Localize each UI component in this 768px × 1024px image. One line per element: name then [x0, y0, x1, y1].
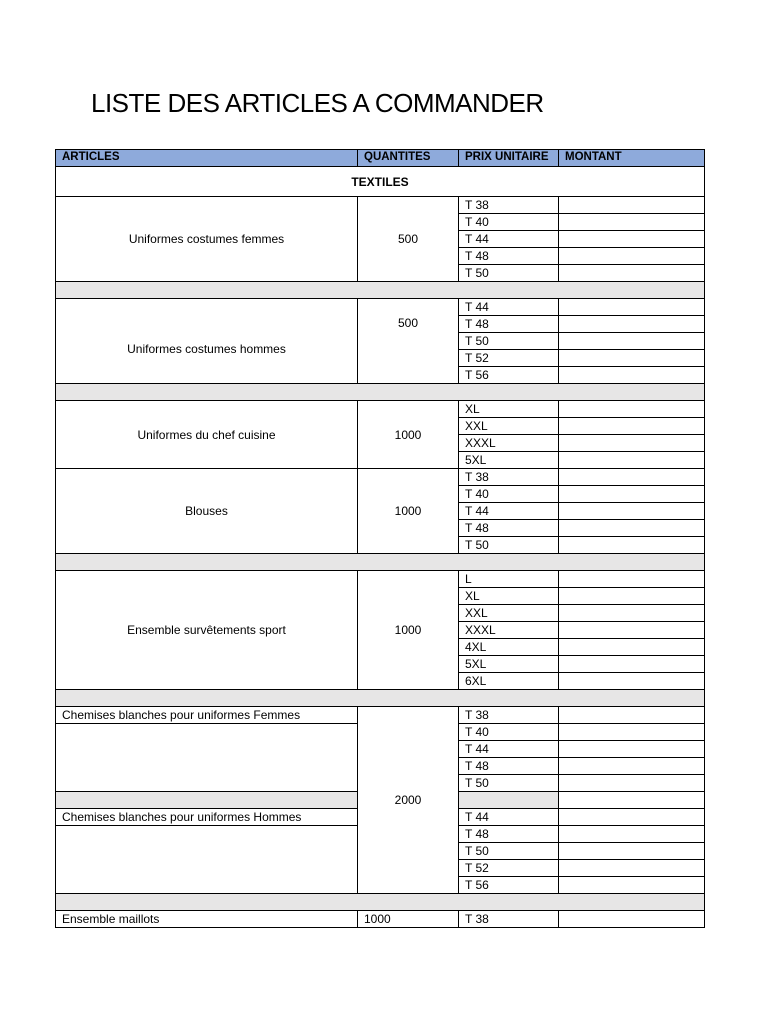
section-row: [56, 167, 705, 197]
montant-cell[interactable]: [559, 503, 705, 520]
montant-cell[interactable]: [559, 673, 705, 690]
separator-cell: [459, 792, 559, 809]
article-name: Uniformes costumes femmes: [56, 197, 358, 282]
table-row: [56, 911, 705, 928]
size-cell: 6XL: [459, 673, 559, 690]
size-cell: T 40: [459, 486, 559, 503]
size-cell: T 48: [459, 316, 559, 333]
montant-cell[interactable]: [559, 588, 705, 605]
montant-cell[interactable]: [559, 435, 705, 452]
separator-row: [56, 690, 705, 707]
montant-cell[interactable]: [559, 486, 705, 503]
montant-cell[interactable]: [559, 537, 705, 554]
size-cell: T 44: [459, 503, 559, 520]
montant-cell[interactable]: [559, 401, 705, 418]
separator-row: [56, 894, 705, 911]
table-row: [56, 197, 705, 214]
montant-cell[interactable]: [559, 639, 705, 656]
montant-cell[interactable]: [559, 197, 705, 214]
montant-cell[interactable]: [559, 809, 705, 826]
size-cell: T 52: [459, 350, 559, 367]
montant-cell[interactable]: [559, 469, 705, 486]
size-cell: T 48: [459, 826, 559, 843]
size-cell: T 44: [459, 299, 559, 316]
montant-cell[interactable]: [559, 248, 705, 265]
size-cell: T 44: [459, 741, 559, 758]
article-name: Uniformes costumes hommes: [56, 299, 358, 384]
montant-cell[interactable]: [559, 622, 705, 639]
size-cell: XL: [459, 401, 559, 418]
montant-cell[interactable]: [559, 707, 705, 724]
size-cell: T 40: [459, 214, 559, 231]
size-cell: T 44: [459, 809, 559, 826]
header-prix-unitaire: PRIX UNITAIRE: [459, 150, 559, 167]
montant-cell[interactable]: [559, 877, 705, 894]
size-cell: T 44: [459, 231, 559, 248]
size-cell: 5XL: [459, 656, 559, 673]
section-title: TEXTILES: [56, 167, 705, 197]
size-cell: XXL: [459, 418, 559, 435]
montant-cell[interactable]: [559, 741, 705, 758]
table-row: [56, 469, 705, 486]
montant-cell[interactable]: [559, 214, 705, 231]
montant-cell[interactable]: [559, 792, 705, 809]
size-cell: T 50: [459, 537, 559, 554]
article-quantity: 1000: [358, 401, 459, 469]
separator-cell: [56, 792, 358, 809]
separator-row: [56, 282, 705, 299]
table-row: [56, 299, 705, 316]
size-cell: T 50: [459, 265, 559, 282]
size-cell: T 38: [459, 469, 559, 486]
size-cell: XL: [459, 588, 559, 605]
separator-cell: [56, 554, 705, 571]
montant-cell[interactable]: [559, 265, 705, 282]
article-quantity: 500: [358, 197, 459, 282]
article-name: Ensemble maillots: [56, 911, 358, 928]
montant-cell[interactable]: [559, 367, 705, 384]
size-cell: T 48: [459, 758, 559, 775]
page-title: LISTE DES ARTICLES A COMMANDER: [91, 88, 544, 118]
article-name: Chemises blanches pour uniformes Hommes: [56, 809, 358, 826]
montant-cell[interactable]: [559, 231, 705, 248]
size-cell: XXXL: [459, 435, 559, 452]
table-row: [56, 707, 705, 724]
size-cell: T 40: [459, 724, 559, 741]
montant-cell[interactable]: [559, 333, 705, 350]
article-name: Blouses: [56, 469, 358, 554]
montant-cell[interactable]: [559, 350, 705, 367]
size-cell: T 50: [459, 843, 559, 860]
montant-cell[interactable]: [559, 860, 705, 877]
montant-cell[interactable]: [559, 316, 705, 333]
article-blank-cell: [56, 826, 358, 894]
separator-cell: [56, 894, 705, 911]
header-montant: MONTANT: [559, 150, 705, 167]
article-quantity: 2000: [358, 707, 459, 894]
size-cell: T 56: [459, 877, 559, 894]
size-cell: XXL: [459, 605, 559, 622]
montant-cell[interactable]: [559, 571, 705, 588]
montant-cell[interactable]: [559, 452, 705, 469]
montant-cell[interactable]: [559, 656, 705, 673]
article-quantity: 1000: [358, 911, 459, 928]
article-quantity: 1000: [358, 469, 459, 554]
table-row: [56, 401, 705, 418]
montant-cell[interactable]: [559, 724, 705, 741]
article-name: Uniformes du chef cuisine: [56, 401, 358, 469]
montant-cell[interactable]: [559, 826, 705, 843]
size-cell: T 38: [459, 911, 559, 928]
separator-row: [56, 384, 705, 401]
size-cell: T 38: [459, 707, 559, 724]
separator-cell: [56, 690, 705, 707]
montant-cell[interactable]: [559, 418, 705, 435]
montant-cell[interactable]: [559, 520, 705, 537]
separator-row: [56, 554, 705, 571]
order-table: [55, 149, 705, 928]
size-cell: T 56: [459, 367, 559, 384]
header-articles: ARTICLES: [56, 150, 358, 167]
montant-cell[interactable]: [559, 911, 705, 928]
size-cell: T 38: [459, 197, 559, 214]
size-cell: T 52: [459, 860, 559, 877]
size-cell: 5XL: [459, 452, 559, 469]
article-blank-cell: [56, 724, 358, 792]
size-cell: 4XL: [459, 639, 559, 656]
size-cell: T 48: [459, 520, 559, 537]
article-name: Chemises blanches pour uniformes Femmes: [56, 707, 358, 724]
size-cell: XXXL: [459, 622, 559, 639]
size-cell: T 50: [459, 775, 559, 792]
article-quantity: 1000: [358, 571, 459, 690]
header-quantites: QUANTITES: [358, 150, 459, 167]
article-quantity: 500: [358, 299, 459, 384]
table-header-row: [56, 150, 705, 167]
table-row: [56, 571, 705, 588]
separator-cell: [56, 282, 705, 299]
montant-cell[interactable]: [559, 299, 705, 316]
article-name: Ensemble survêtements sport: [56, 571, 358, 690]
montant-cell[interactable]: [559, 758, 705, 775]
montant-cell[interactable]: [559, 843, 705, 860]
size-cell: T 50: [459, 333, 559, 350]
separator-cell: [56, 384, 705, 401]
montant-cell[interactable]: [559, 605, 705, 622]
size-cell: T 48: [459, 248, 559, 265]
size-cell: L: [459, 571, 559, 588]
montant-cell[interactable]: [559, 775, 705, 792]
